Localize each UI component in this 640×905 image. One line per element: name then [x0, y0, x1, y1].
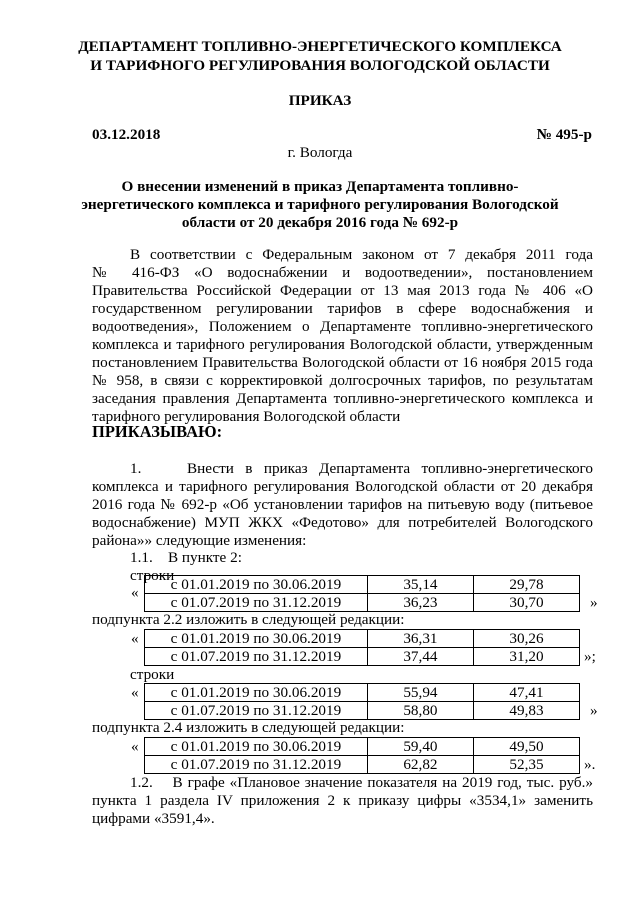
tariff-table	[144, 629, 580, 666]
city: г. Вологда	[287, 144, 353, 161]
tariff-table	[144, 737, 580, 774]
table-row	[145, 738, 580, 756]
item1-line: водоснабжение) МУП ЖКХ «Федотово» для потребителей Вологодского	[92, 514, 593, 531]
department-name-line2: И ТАРИФНОГО РЕГУЛИРОВАНИЯ ВОЛОГОДСКОЙ ОБЛАСТИ	[90, 57, 550, 74]
subject-line1: О внесении изменений в приказ Департамента топливно-	[121, 178, 519, 195]
preamble-line: В соответствии с Федеральным законом от 7 декабря 2011 года	[130, 246, 593, 263]
table-row	[145, 702, 580, 720]
table-cell-value: 35,14	[367, 576, 473, 594]
label-stroki: строки	[130, 666, 175, 683]
item1-line: района»» следующие изменения:	[92, 532, 307, 549]
table-row	[145, 648, 580, 666]
item1-1-heading: 1.1. В пункте 2:	[130, 549, 242, 566]
item1-line: 1. Внести в приказ Департамента топливно-энергетического	[130, 460, 593, 477]
table-cell-value: 49,83	[473, 702, 579, 720]
preamble-line: заседания правления Департамента топливно-энергетического комплекса и	[92, 390, 593, 407]
tariff-table	[144, 575, 580, 612]
table-row	[145, 756, 580, 774]
order-word: ПРИКАЗЫВАЮ:	[92, 422, 223, 441]
item1-line: комплекса и тарифного регулирования Вологодской области от 20 декабря	[92, 478, 593, 495]
quote-close: »;	[584, 648, 596, 665]
table-cell-value: 36,23	[367, 594, 473, 612]
preamble-line: Правительства Российской Федерации от 13 мая 2013 года № 406 «О	[92, 282, 593, 299]
label-podpunkt-2-4: подпункта 2.4 изложить в следующей редакции:	[92, 719, 405, 736]
table-cell-period: с 01.07.2019 по 31.12.2019	[145, 594, 368, 612]
table-cell-value: 59,40	[367, 738, 473, 756]
table-cell-value: 49,50	[473, 738, 579, 756]
table-cell-period: с 01.07.2019 по 31.12.2019	[145, 756, 368, 774]
preamble-line: № 958, в связи с корректировкой долгосрочных тарифов, по результатам	[92, 372, 593, 389]
table-cell-value: 47,41	[473, 684, 579, 702]
table-cell-value: 62,82	[367, 756, 473, 774]
table-cell-value: 55,94	[367, 684, 473, 702]
table-cell-period: с 01.01.2019 по 30.06.2019	[145, 576, 368, 594]
table-cell-value: 37,44	[367, 648, 473, 666]
document-type: ПРИКАЗ	[288, 92, 352, 109]
quote-close: »	[590, 594, 598, 611]
quote-open: «	[131, 738, 139, 755]
table-row	[145, 630, 580, 648]
preamble-line: государственном регулировании тарифов в сфере водоснабжения и	[92, 300, 593, 317]
table-cell-period: с 01.07.2019 по 31.12.2019	[145, 648, 368, 666]
table-cell-value: 36,31	[367, 630, 473, 648]
preamble-line: тарифного регулирования Вологодской области	[92, 408, 401, 425]
item1-2-line: 1.2. В графе «Плановое значение показателя на 2019 год, тыс. руб.»	[130, 774, 593, 791]
quote-close: ».	[584, 756, 596, 773]
document-date: 03.12.2018	[92, 126, 161, 143]
item1-2-line: пункта 1 раздела IV приложения 2 к приказу цифры «3534,1» заменить	[92, 792, 593, 809]
tariff-table	[144, 683, 580, 720]
table-cell-period: с 01.01.2019 по 30.06.2019	[145, 738, 368, 756]
preamble-line: постановлением Правительства Вологодской области от 16 ноября 2015 года	[92, 354, 593, 371]
table-cell-value: 31,20	[473, 648, 579, 666]
preamble-line: комплекса и тарифного регулирования Вологодской области, утвержденным	[92, 336, 593, 353]
table-cell-value: 29,78	[473, 576, 579, 594]
quote-open: «	[131, 584, 139, 601]
quote-close: »	[590, 702, 598, 719]
document-number: № 495-р	[536, 126, 592, 143]
subject-line3: области от 20 декабря 2016 года № 692-р	[181, 214, 459, 231]
subject-line2: энергетического комплекса и тарифного регулирования Вологодской	[81, 196, 559, 213]
label-podpunkt-2-2: подпункта 2.2 изложить в следующей редакции:	[92, 611, 405, 628]
table-cell-period: с 01.01.2019 по 30.06.2019	[145, 684, 368, 702]
department-name-line1: ДЕПАРТАМЕНТ ТОПЛИВНО-ЭНЕРГЕТИЧЕСКОГО КОМПЛЕКСА	[78, 38, 562, 55]
table-cell-period: с 01.07.2019 по 31.12.2019	[145, 702, 368, 720]
label-stroki: строки	[130, 567, 175, 584]
preamble-line: водоотведения», Положением о Департаменте топливно-энергетического	[92, 318, 593, 335]
item1-line: 2016 года № 692-р «Об установлении тарифов на питьевую воду (питьевое	[92, 496, 593, 513]
table-cell-period: с 01.01.2019 по 30.06.2019	[145, 630, 368, 648]
preamble-line: № 416-ФЗ «О водоснабжении и водоотведении», постановлением	[92, 264, 593, 281]
table-row	[145, 576, 580, 594]
quote-open: «	[131, 684, 139, 701]
table-cell-value: 30,70	[473, 594, 579, 612]
table-cell-value: 30,26	[473, 630, 579, 648]
table-cell-value: 52,35	[473, 756, 579, 774]
item1-2-line: цифрами «3591,4».	[92, 810, 215, 827]
quote-open: «	[131, 630, 139, 647]
table-row	[145, 594, 580, 612]
table-row	[145, 684, 580, 702]
table-cell-value: 58,80	[367, 702, 473, 720]
